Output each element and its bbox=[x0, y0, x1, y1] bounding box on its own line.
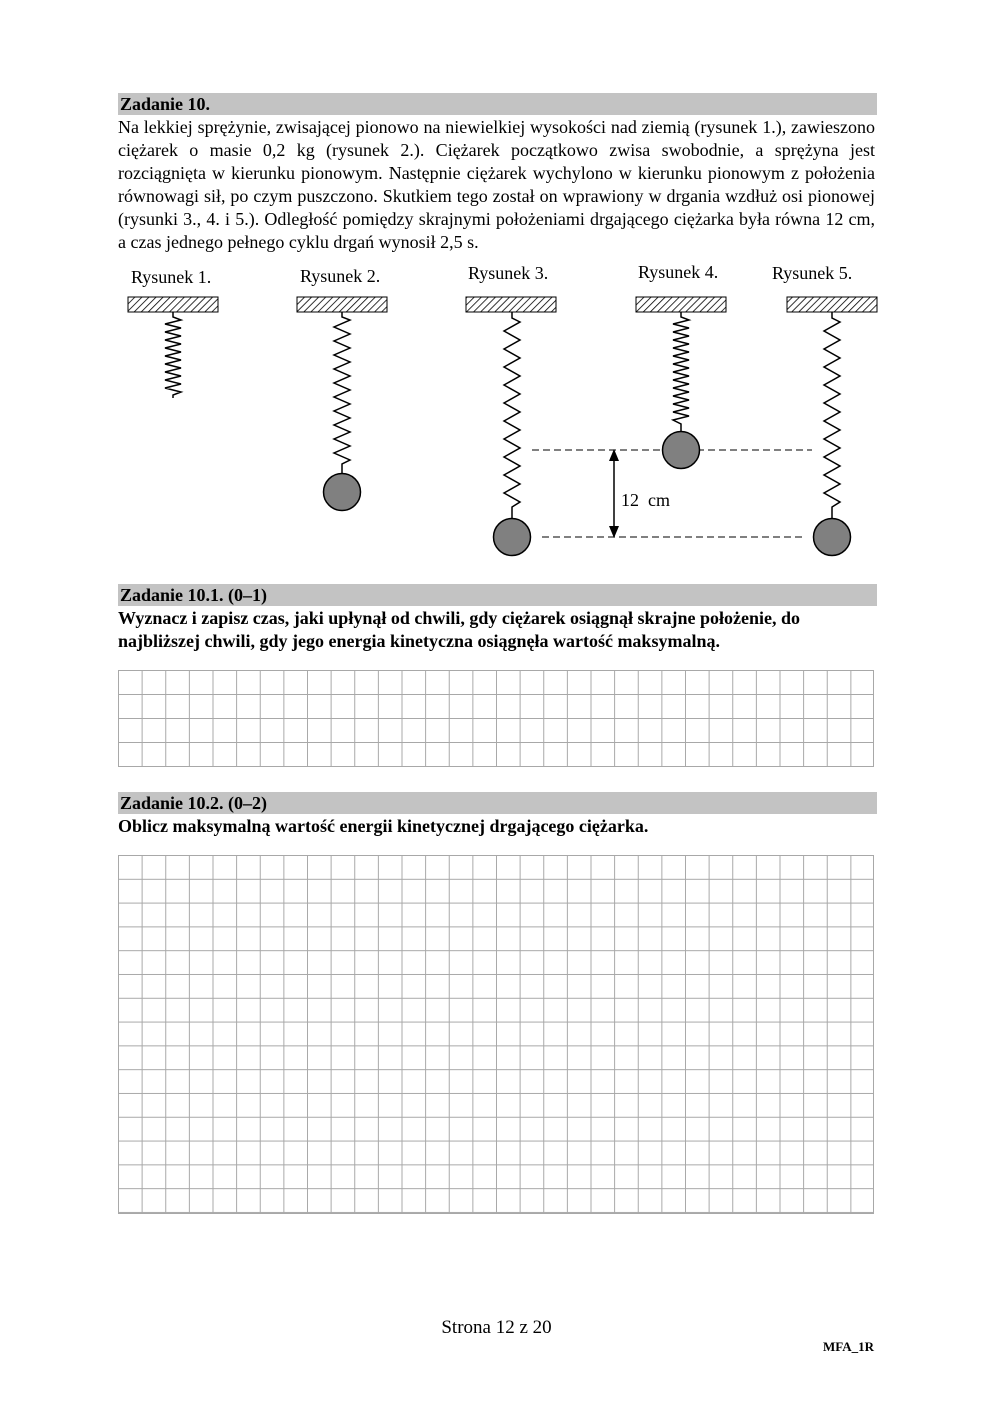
exam-code: MFA_1R bbox=[822, 1339, 874, 1354]
ceiling-5 bbox=[787, 297, 877, 312]
answer-grid-2[interactable] bbox=[118, 855, 874, 1214]
spring-4 bbox=[673, 312, 689, 431]
weight-3 bbox=[494, 519, 531, 556]
spring-5 bbox=[824, 312, 840, 519]
figure-label-2: Rysunek 2. bbox=[300, 266, 381, 286]
spring-1 bbox=[165, 312, 181, 398]
arrow-head-up bbox=[609, 449, 619, 461]
subtask2-question: Oblicz maksymalną wartość energii kinetycznej drgającego ciężarka. bbox=[118, 816, 649, 836]
answer-grid-1[interactable] bbox=[118, 670, 874, 767]
arrow-head-down bbox=[609, 526, 619, 538]
ceiling-1 bbox=[128, 297, 218, 312]
figure-label-1: Rysunek 1. bbox=[131, 267, 212, 287]
ceiling-3 bbox=[466, 297, 556, 312]
figure-label-4: Rysunek 4. bbox=[638, 262, 719, 282]
subtask1-title: Zadanie 10.1. (0–1) bbox=[118, 584, 877, 606]
spring-2 bbox=[334, 312, 350, 473]
subtask1-question: Wyznacz i zapisz czas, jaki upłynął od chwili, gdy ciężarek osiągnął skrajne położenie, do najbliższej chwili, gdy jego energia kinetyczna osiągnęła wartość maksymalną. bbox=[118, 608, 801, 651]
weight-4 bbox=[663, 432, 700, 469]
task-title: Zadanie 10. bbox=[118, 93, 877, 115]
ceiling-2 bbox=[297, 297, 387, 312]
spring-figures bbox=[0, 290, 993, 570]
spring-3 bbox=[504, 312, 520, 519]
task-description: Na lekkiej sprężynie, zwisającej pionowo na niewielkiej wysokości nad ziemią (rysunek 1.), zawieszono ciężarek o masie 0,2 kg (rysunek 2.). Ciężarek początkowo zwisa swobodnie, a sprężyna jest rozciągnięta w kierunku pionowym. Następnie ciężarek wychylono w kierunku pionowym z położenia równowagi sił, po czym puszczono. Skutkiem tego został on wprawiony w drgania wzdłuż osi pionowej (rysunki 3., 4. i 5.). Odległość pomiędzy skrajnymi położeniami drgającego ciężarka była równa 12 cm, a czas jednego pełnego cyklu drgań wynosił 2,5 s. bbox=[118, 117, 875, 252]
weight-2 bbox=[324, 474, 361, 511]
page-number: Strona 12 z 20 bbox=[441, 1317, 552, 1338]
figure-label-3: Rysunek 3. bbox=[468, 263, 549, 283]
distance-label: 12 cm bbox=[621, 490, 670, 510]
ceiling-4 bbox=[636, 297, 726, 312]
subtask2-title: Zadanie 10.2. (0–2) bbox=[118, 792, 877, 814]
figure-label-5: Rysunek 5. bbox=[772, 263, 853, 283]
weight-5 bbox=[814, 519, 851, 556]
